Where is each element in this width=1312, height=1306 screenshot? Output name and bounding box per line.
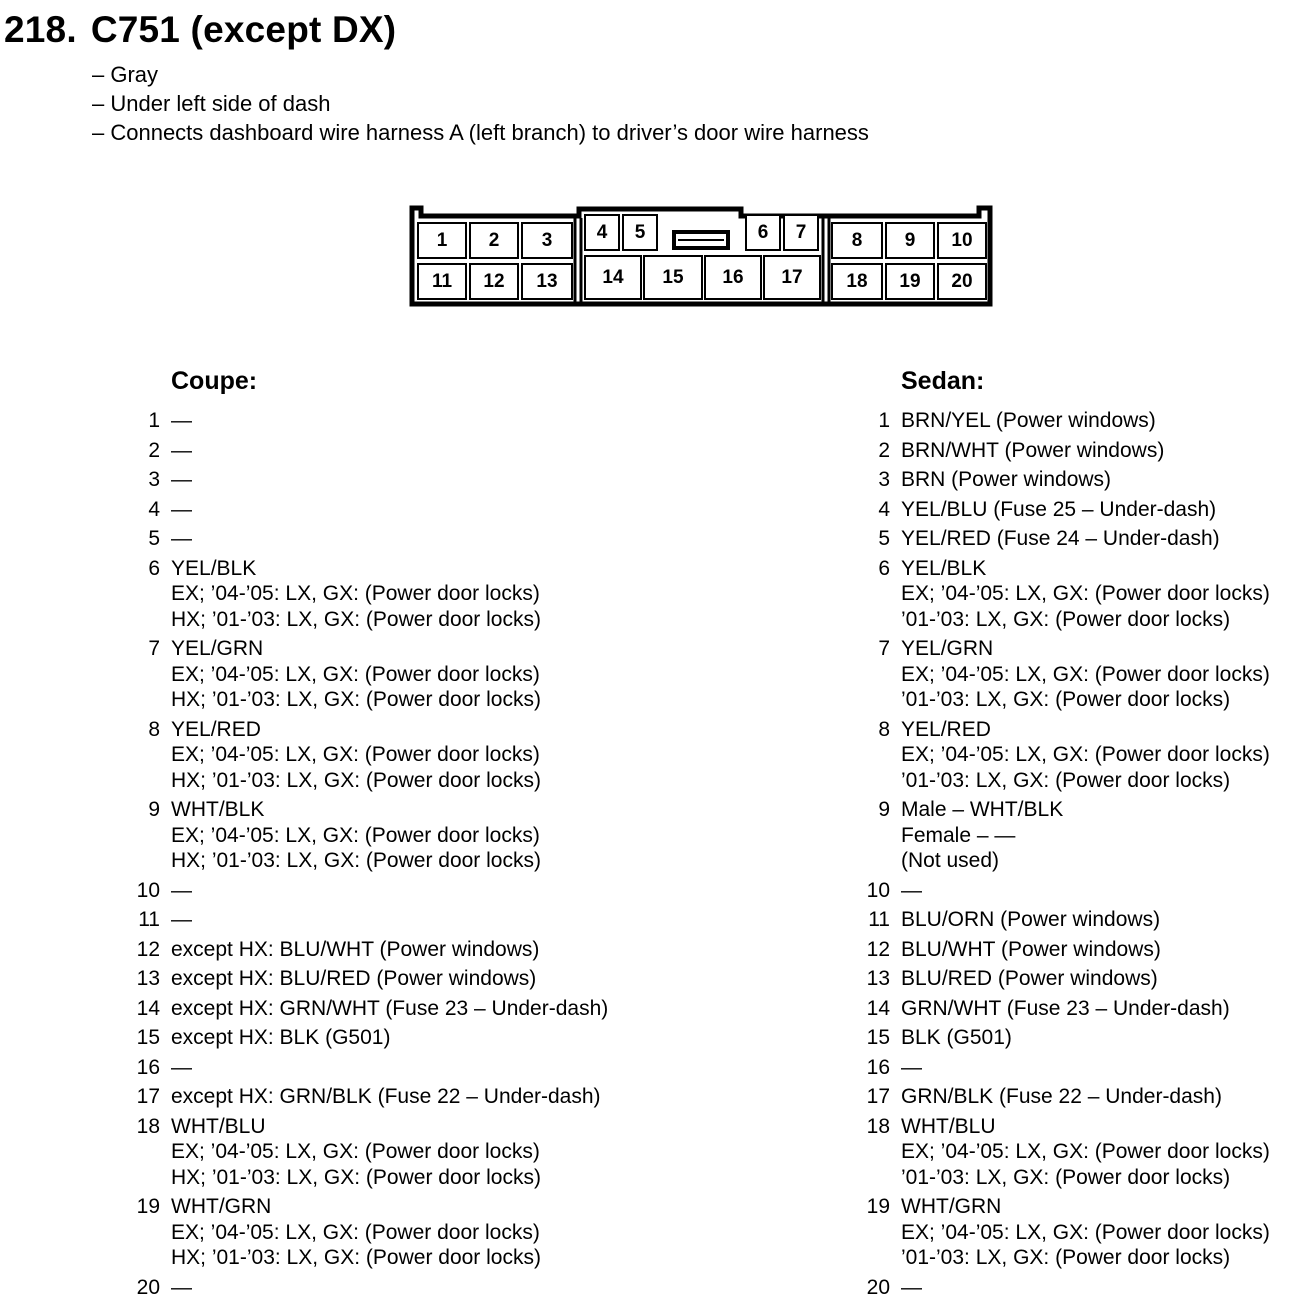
pin-number: 3: [878, 468, 890, 491]
pin-number: 5: [148, 527, 160, 550]
wire-description: WHT/BLK: [171, 798, 265, 821]
pin-row: [134, 556, 608, 633]
wire-detail: EX; ’04-’05: LX, GX: (Power door locks): [171, 823, 540, 847]
pin-row: [864, 556, 1270, 633]
wire-description: YEL/RED (Fuse 24 – Under-dash): [901, 527, 1220, 550]
wire-description: WHT/BLU: [171, 1114, 266, 1138]
pin-number: 1: [148, 409, 160, 432]
wire-description: YEL/RED: [901, 717, 991, 741]
wire-detail: HX; ’01-’03: LX, GX: (Power door locks): [171, 849, 541, 872]
coupe-pin-list: [134, 408, 608, 1304]
wire-description: WHT/GRN: [171, 1195, 272, 1218]
wire-description: GRN/BLK (Fuse 22 – Under-dash): [901, 1085, 1222, 1108]
connector-color: – Gray: [92, 62, 159, 87]
pin-number: 9: [878, 798, 890, 821]
sedan-heading: Sedan:: [901, 367, 985, 395]
wire-detail: Female – —: [901, 823, 1016, 847]
connector-pin: 7: [783, 214, 819, 251]
pin-number: 18: [866, 1114, 890, 1138]
wire-description: except HX: BLU/RED (Power windows): [171, 967, 537, 990]
connector-pin: 5: [622, 214, 658, 251]
pin-row: [864, 966, 1270, 992]
pin-row: [864, 878, 1270, 904]
pin-number: 19: [866, 1195, 890, 1218]
pin-row: [134, 438, 608, 464]
wire-description: except HX: GRN/WHT (Fuse 23 – Under-dash): [171, 996, 609, 1020]
pin-row: [134, 497, 608, 523]
connector-pin: 16: [704, 255, 762, 300]
pin-number: 6: [878, 556, 890, 580]
pin-number: 2: [878, 438, 890, 462]
pin-row: [134, 907, 608, 933]
connector-pin: 15: [643, 255, 703, 300]
connector-pin: 1: [417, 222, 467, 259]
pin-number: 20: [136, 1275, 160, 1299]
pin-row: [134, 1084, 608, 1110]
pin-row: [864, 467, 1270, 493]
connector-pin: 3: [521, 222, 573, 259]
wire-description: GRN/WHT (Fuse 23 – Under-dash): [901, 996, 1230, 1020]
connector-pin: 6: [745, 214, 781, 251]
connector-pin: 12: [469, 263, 519, 300]
wire-detail: EX; ’04-’05: LX, GX: (Power door locks): [171, 1140, 540, 1163]
wire-description: except HX: BLU/WHT (Power windows): [171, 937, 540, 961]
pin-number: 11: [138, 908, 160, 931]
pin-row: [134, 717, 608, 794]
wire-description: —: [171, 438, 192, 462]
wire-description: YEL/BLK: [901, 556, 987, 580]
pin-number: 8: [148, 717, 160, 741]
connector-pin: 11: [417, 263, 467, 300]
pin-row: [864, 1194, 1270, 1271]
wire-description: BRN (Power windows): [901, 468, 1112, 491]
pin-row: [134, 1194, 608, 1271]
pin-row: [134, 1114, 608, 1191]
pin-row: [864, 438, 1270, 464]
wire-description: BLU/RED (Power windows): [901, 967, 1158, 990]
connector-pin: 4: [584, 214, 620, 251]
connector-pin: 2: [469, 222, 519, 259]
wire-description: —: [171, 878, 192, 902]
pin-number: 7: [148, 637, 160, 660]
wire-detail: EX; ’04-’05: LX, GX: (Power door locks): [901, 1220, 1270, 1244]
pin-row: [864, 497, 1270, 523]
section-number: 218.: [4, 9, 77, 50]
pin-number: 11: [868, 908, 890, 931]
pin-row: [864, 526, 1270, 552]
wire-description: —: [171, 409, 192, 432]
wire-description: —: [171, 1275, 192, 1299]
pin-row: [134, 1055, 608, 1081]
pin-row: [864, 408, 1270, 434]
wire-detail: (Not used): [901, 849, 1000, 872]
connector-connection: – Connects dashboard wire harness A (left branch) to driver’s door wire harness: [92, 120, 869, 145]
wire-detail: ’01-’03: LX, GX: (Power door locks): [901, 688, 1231, 711]
pin-number: 15: [866, 1026, 890, 1049]
wire-description: BRN/WHT (Power windows): [901, 438, 1165, 462]
wire-detail: EX; ’04-’05: LX, GX: (Power door locks): [901, 1140, 1270, 1163]
wire-description: YEL/BLK: [171, 556, 257, 580]
pin-row: [134, 996, 608, 1022]
pin-row: [864, 996, 1270, 1022]
pin-number: 8: [878, 717, 890, 741]
wire-description: —: [171, 468, 192, 491]
wire-detail: EX; ’04-’05: LX, GX: (Power door locks): [171, 743, 540, 766]
wire-description: —: [171, 527, 192, 550]
pin-number: 17: [136, 1085, 160, 1108]
pin-row: [864, 1114, 1270, 1191]
pin-row: [864, 907, 1270, 933]
wire-description: except HX: BLK (G501): [171, 1026, 391, 1049]
wire-description: YEL/GRN: [901, 637, 994, 660]
wire-detail: HX; ’01-’03: LX, GX: (Power door locks): [171, 768, 541, 792]
wire-detail: HX; ’01-’03: LX, GX: (Power door locks): [171, 688, 541, 711]
pin-row: [134, 797, 608, 874]
pin-number: 13: [866, 967, 890, 990]
wire-detail: EX; ’04-’05: LX, GX: (Power door locks): [171, 662, 540, 686]
pin-number: 16: [866, 1055, 890, 1079]
pin-number: 19: [136, 1195, 160, 1218]
pin-number: 2: [148, 438, 160, 462]
pin-number: 12: [136, 937, 160, 961]
connector-location: – Under left side of dash: [92, 91, 331, 116]
connector-pin: 20: [937, 263, 987, 300]
pin-number: 3: [148, 468, 160, 491]
wire-description: —: [171, 497, 192, 521]
pin-number: 5: [878, 527, 890, 550]
pin-number: 4: [878, 497, 890, 521]
wire-description: BLU/WHT (Power windows): [901, 937, 1161, 961]
connector-pin: 9: [885, 222, 935, 259]
pin-number: 20: [866, 1275, 890, 1299]
pin-row: [134, 1275, 608, 1301]
pin-number: 16: [136, 1055, 160, 1079]
pin-number: 9: [148, 798, 160, 821]
wire-description: —: [171, 1055, 192, 1079]
wire-description: —: [901, 1275, 922, 1299]
pin-number: 17: [866, 1085, 890, 1108]
connector-pin: 18: [831, 263, 883, 300]
pin-row: [134, 636, 608, 713]
pin-number: 13: [136, 967, 160, 990]
connector-pin: 10: [937, 222, 987, 259]
pin-number: 14: [866, 996, 890, 1020]
pin-row: [134, 408, 608, 434]
pin-row: [134, 878, 608, 904]
wire-detail: EX; ’04-’05: LX, GX: (Power door locks): [901, 662, 1270, 686]
pin-number: 6: [148, 556, 160, 580]
pin-row: [864, 1055, 1270, 1081]
wire-detail: EX; ’04-’05: LX, GX: (Power door locks): [901, 582, 1270, 605]
wire-description: WHT/GRN: [901, 1195, 1002, 1218]
pin-row: [864, 797, 1270, 874]
pin-row: [864, 636, 1270, 713]
wire-detail: ’01-’03: LX, GX: (Power door locks): [901, 1165, 1231, 1189]
wire-detail: HX; ’01-’03: LX, GX: (Power door locks): [171, 1246, 541, 1269]
wire-description: —: [171, 908, 192, 931]
connector-pin: 13: [521, 263, 573, 300]
wire-description: BLU/ORN (Power windows): [901, 908, 1161, 931]
wire-detail: EX; ’04-’05: LX, GX: (Power door locks): [171, 1220, 540, 1244]
wire-description: except HX: GRN/BLK (Fuse 22 – Under-dash): [171, 1085, 601, 1108]
wire-detail: HX; ’01-’03: LX, GX: (Power door locks): [171, 607, 541, 631]
wire-description: YEL/BLU (Fuse 25 – Under-dash): [901, 497, 1217, 521]
pin-row: [134, 966, 608, 992]
pin-number: 15: [136, 1026, 160, 1049]
pin-number: 12: [866, 937, 890, 961]
wire-detail: ’01-’03: LX, GX: (Power door locks): [901, 607, 1231, 631]
pin-number: 18: [136, 1114, 160, 1138]
connector-name: C751 (except DX): [90, 9, 397, 50]
connector-pin: 19: [885, 263, 935, 300]
page-title: [4, 6, 396, 54]
pin-number: 4: [148, 497, 160, 521]
connector-pin: 8: [831, 222, 883, 259]
wire-detail: EX; ’04-’05: LX, GX: (Power door locks): [901, 743, 1270, 766]
wire-description: YEL/RED: [171, 717, 261, 741]
coupe-heading: Coupe:: [171, 367, 258, 395]
pin-number: 10: [136, 878, 160, 902]
wire-detail: EX; ’04-’05: LX, GX: (Power door locks): [171, 582, 540, 605]
wire-description: BLK (G501): [901, 1026, 1012, 1049]
wire-description: Male – WHT/BLK: [901, 798, 1064, 821]
connector-pin: 14: [584, 255, 642, 300]
wire-description: —: [901, 1055, 922, 1079]
wire-description: —: [901, 878, 922, 902]
pin-row: [864, 717, 1270, 794]
wire-description: YEL/GRN: [171, 637, 264, 660]
connector-description: [92, 60, 869, 147]
pin-row: [864, 1275, 1270, 1301]
pin-row: [134, 526, 608, 552]
connector-diagram: [409, 204, 995, 308]
pin-number: 14: [136, 996, 160, 1020]
sedan-pin-list: [864, 408, 1270, 1304]
pin-row: [134, 937, 608, 963]
pin-row: [134, 1025, 608, 1051]
pin-row: [864, 1025, 1270, 1051]
pin-number: 7: [878, 637, 890, 660]
wire-description: WHT/BLU: [901, 1114, 996, 1138]
pin-row: [134, 467, 608, 493]
wire-detail: HX; ’01-’03: LX, GX: (Power door locks): [171, 1165, 541, 1189]
wire-description: BRN/YEL (Power windows): [901, 409, 1156, 432]
pin-row: [864, 1084, 1270, 1110]
pin-row: [864, 937, 1270, 963]
pin-number: 10: [866, 878, 890, 902]
connector-pin: 17: [763, 255, 821, 300]
pin-number: 1: [878, 409, 890, 432]
wire-detail: ’01-’03: LX, GX: (Power door locks): [901, 768, 1231, 792]
wire-detail: ’01-’03: LX, GX: (Power door locks): [901, 1246, 1231, 1269]
